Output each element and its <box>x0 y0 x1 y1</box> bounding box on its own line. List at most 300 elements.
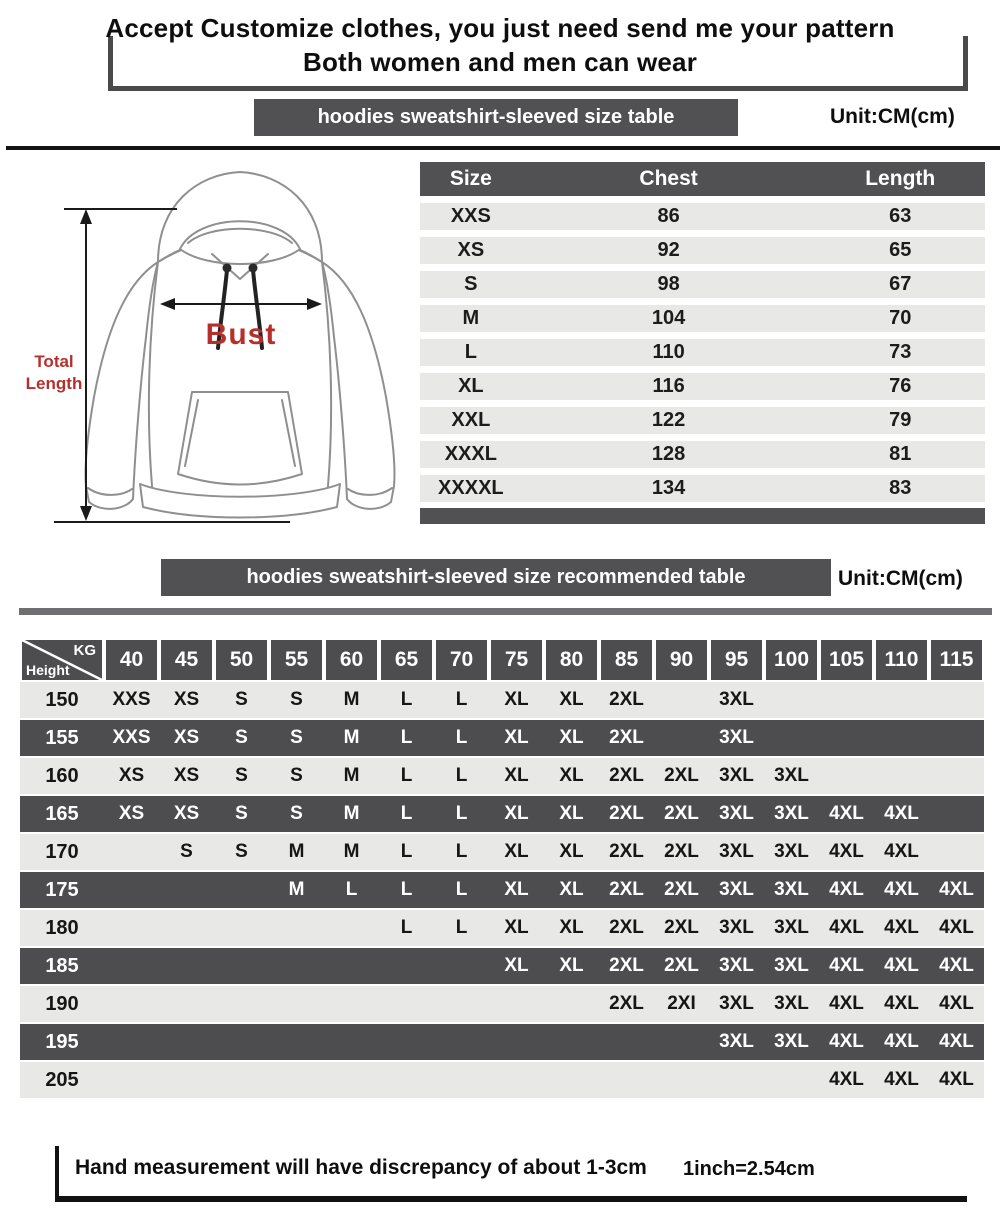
size-recommendation-cell <box>214 1062 269 1098</box>
size-recommendation-cell <box>764 682 819 718</box>
chest-cell: 104 <box>651 307 686 329</box>
length-cell: 65 <box>889 239 912 261</box>
size-recommendation-cell <box>324 986 379 1022</box>
size-recommendation-cell: 4XL <box>939 879 974 900</box>
size-recommendation-cell: L <box>400 727 413 748</box>
size-recommendation-cell <box>269 1024 324 1060</box>
height-label: 195 <box>45 1030 79 1053</box>
size-recommendation-cell <box>819 682 874 718</box>
size-recommendation-cell: XS <box>173 689 200 710</box>
size-recommendation-cell: M <box>343 803 360 824</box>
size-recommendation-cell: S <box>290 727 303 748</box>
kg-column-header <box>214 640 269 680</box>
size-recommendation-cell: XL <box>504 917 529 938</box>
eyelet-right <box>249 264 258 273</box>
size-recommendation-cell <box>324 948 379 984</box>
size-recommendation-cell <box>544 986 599 1022</box>
size-recommendation-cell: 4XL <box>829 879 864 900</box>
size-recommendation-cell <box>104 948 159 984</box>
kg-column-header <box>819 640 874 680</box>
size-recommendation-cell <box>104 1062 159 1098</box>
recommend-row <box>20 720 984 756</box>
size-recommendation-cell: 4XL <box>884 841 919 862</box>
horizontal-divider-gray <box>19 608 992 615</box>
inch-conversion-note: 1inch=2.54cm <box>683 1158 815 1180</box>
size-recommendation-cell: XL <box>504 879 529 900</box>
chest-cell: 86 <box>657 205 680 227</box>
size-recommendation-cell <box>654 1024 709 1060</box>
eyelet-left <box>223 264 232 273</box>
size-recommendation-cell <box>104 1024 159 1060</box>
size-recommendation-cell <box>654 720 709 756</box>
size-table-footer-bar <box>420 508 985 524</box>
size-recommendation-cell: 4XL <box>829 955 864 976</box>
kg-column-header <box>654 640 709 680</box>
size-recommendation-cell: L <box>455 841 468 862</box>
size-recommendation-cell: 2XL <box>609 727 644 748</box>
size-recommendation-cell: L <box>400 765 413 786</box>
size-cell: XXXL <box>444 443 497 465</box>
recommend-row <box>20 758 984 794</box>
size-recommendation-cell <box>764 1062 819 1098</box>
size-cell: S <box>464 273 478 295</box>
size-recommendation-cell <box>874 720 929 756</box>
height-label: 150 <box>45 688 79 711</box>
size-recommendation-cell: L <box>455 765 468 786</box>
size-recommendation-cell <box>104 872 159 908</box>
size-recommendation-cell: XL <box>559 955 584 976</box>
size-recommendation-cell: XL <box>504 841 529 862</box>
kg-column-header <box>159 640 214 680</box>
size-recommendation-cell <box>929 758 984 794</box>
size-recommendation-cell: 4XL <box>884 993 919 1014</box>
size-recommendation-cell <box>379 1024 434 1060</box>
chest-cell: 98 <box>657 273 680 295</box>
column-header-size: Size <box>449 167 492 190</box>
size-recommendation-cell <box>269 910 324 946</box>
size-recommendation-cell: XS <box>173 727 200 748</box>
size-recommendation-cell: 2XL <box>609 917 644 938</box>
kg-column-header-box: 75 <box>491 640 542 680</box>
size-recommendation-cell <box>654 1062 709 1098</box>
size-recommendation-cell: L <box>400 841 413 862</box>
size-recommendation-cell: 2XL <box>609 803 644 824</box>
kg-column-header-box: 85 <box>601 640 652 680</box>
size-recommendation-cell: 4XL <box>884 879 919 900</box>
size-recommendation-cell: XL <box>504 803 529 824</box>
size-recommendation-cell <box>159 948 214 984</box>
size-recommendation-cell <box>544 1024 599 1060</box>
size-recommendation-cell: 3XL <box>719 917 754 938</box>
size-recommendation-cell <box>599 1024 654 1060</box>
size-cell: XXL <box>451 409 491 431</box>
size-recommendation-cell <box>819 720 874 756</box>
length-cell: 63 <box>889 205 912 227</box>
size-recommendation-cell: 3XL <box>774 803 809 824</box>
height-label: 160 <box>45 764 79 787</box>
chest-cell: 116 <box>652 375 685 397</box>
recommend-row <box>20 986 984 1022</box>
size-recommendation-cell <box>104 910 159 946</box>
size-recommendation-cell: XL <box>559 727 584 748</box>
size-recommendation-cell: 3XL <box>774 955 809 976</box>
size-recommendation-cell: 2XL <box>664 803 699 824</box>
length-cell: 81 <box>889 443 912 465</box>
size-recommendation-cell <box>214 872 269 908</box>
size-recommendation-cell: 2XI <box>667 993 696 1014</box>
kg-column-header-box: 60 <box>326 640 377 680</box>
size-recommendation-cell <box>434 1062 489 1098</box>
size-recommendation-cell <box>489 1062 544 1098</box>
height-label: 190 <box>45 992 79 1015</box>
height-label: 165 <box>45 802 79 825</box>
size-table-banner: hoodies sweatshirt-sleeved size table <box>254 99 738 136</box>
size-recommendation-cell: XL <box>504 955 529 976</box>
page-title-line1: Accept Customize clothes, you just need send me your pattern <box>105 13 895 43</box>
size-recommendation-cell: L <box>455 879 468 900</box>
size-recommendation-cell: M <box>288 879 305 900</box>
kg-column-header-box: 100 <box>766 640 817 680</box>
kg-column-header <box>269 640 324 680</box>
size-recommendation-cell: 2XL <box>609 955 644 976</box>
size-recommendation-cell: 4XL <box>939 955 974 976</box>
size-table-row <box>420 305 985 332</box>
height-label: 205 <box>45 1068 79 1091</box>
size-recommendation-cell <box>214 986 269 1022</box>
size-recommendation-cell: 4XL <box>884 955 919 976</box>
size-table-row <box>420 373 985 400</box>
size-recommendation-cell: 3XL <box>719 993 754 1014</box>
size-recommendation-cell: 4XL <box>829 1069 864 1090</box>
size-recommendation-cell: 4XL <box>884 1069 919 1090</box>
size-recommendation-cell <box>929 720 984 756</box>
size-recommendation-cell: 2XL <box>664 955 699 976</box>
height-label: 185 <box>45 954 79 977</box>
size-recommendation-cell <box>379 986 434 1022</box>
size-recommendation-cell: L <box>455 689 468 710</box>
chest-cell: 128 <box>651 443 686 465</box>
size-recommendation-cell <box>764 720 819 756</box>
kg-column-header <box>599 640 654 680</box>
size-recommendation-cell <box>269 986 324 1022</box>
size-recommendation-cell: XXS <box>112 689 151 710</box>
size-table-row <box>420 271 985 298</box>
size-recommendation-cell: L <box>455 917 468 938</box>
size-recommendation-cell: M <box>343 689 360 710</box>
kg-column-header <box>379 640 434 680</box>
kg-column-header <box>434 640 489 680</box>
size-recommendation-cell <box>159 986 214 1022</box>
size-recommendation-cell <box>819 758 874 794</box>
size-recommendation-cell: L <box>455 803 468 824</box>
size-recommendation-cell: XS <box>118 765 145 786</box>
size-recommendation-cell: S <box>290 803 303 824</box>
size-recommendation-cell: 3XL <box>719 803 754 824</box>
recommend-row <box>20 872 984 908</box>
size-recommendation-cell: 3XL <box>719 955 754 976</box>
total-length-label-line1: Total <box>34 352 74 371</box>
height-label: 175 <box>45 878 79 901</box>
size-recommendation-cell: S <box>290 689 303 710</box>
size-cell: XS <box>457 239 485 261</box>
size-recommendation-cell: 3XL <box>774 1031 809 1052</box>
size-recommendation-cell <box>324 1024 379 1060</box>
kg-column-header-box: 80 <box>546 640 597 680</box>
size-recommendation-cell: L <box>400 917 413 938</box>
size-recommendation-cell: XL <box>504 689 529 710</box>
size-recommendation-cell: S <box>235 727 248 748</box>
size-table-row <box>420 203 985 230</box>
size-recommendation-cell: 4XL <box>884 917 919 938</box>
size-recommendation-cell: 4XL <box>939 993 974 1014</box>
kg-column-header-box: 90 <box>656 640 707 680</box>
size-recommendation-cell: 2XL <box>609 993 644 1014</box>
size-recommendation-cell: S <box>235 689 248 710</box>
size-recommendation-cell <box>874 682 929 718</box>
size-recommendation-cell <box>434 948 489 984</box>
size-recommendation-cell <box>104 986 159 1022</box>
size-recommendation-cell <box>269 1062 324 1098</box>
size-recommendation-cell: XS <box>173 803 200 824</box>
size-recommendation-cell: XS <box>173 765 200 786</box>
unit-label-1: Unit:CM(cm) <box>830 105 955 128</box>
size-recommendation-cell <box>214 948 269 984</box>
size-recommendation-cell: XL <box>559 803 584 824</box>
kg-column-header <box>489 640 544 680</box>
size-recommendation-cell <box>214 1024 269 1060</box>
recommend-row <box>20 1024 984 1060</box>
size-recommendation-cell <box>159 1024 214 1060</box>
size-recommendation-cell: 3XL <box>774 917 809 938</box>
size-recommendation-cell <box>874 758 929 794</box>
size-recommendation-cell: 2XL <box>664 765 699 786</box>
size-table-rows <box>420 203 985 502</box>
recommend-row <box>20 948 984 984</box>
size-table-row <box>420 339 985 366</box>
kg-column-header-box: 65 <box>381 640 432 680</box>
kg-column-header <box>709 640 764 680</box>
size-recommendation-cell: S <box>180 841 193 862</box>
kg-column-header-box: 55 <box>271 640 322 680</box>
size-table-row <box>420 475 985 502</box>
chest-cell: 134 <box>651 477 686 499</box>
measurement-disclaimer: Hand measurement will have discrepancy of about 1-3cm <box>75 1156 647 1179</box>
size-recommendation-cell: 3XL <box>719 841 754 862</box>
chest-cell: 92 <box>657 239 680 261</box>
size-recommendation-cell: 4XL <box>829 841 864 862</box>
recommend-row <box>20 834 984 870</box>
recommended-table-banner: hoodies sweatshirt-sleeved size recommended table <box>161 559 831 596</box>
size-table-row <box>420 441 985 468</box>
recommend-row <box>20 796 984 832</box>
size-recommendation-cell: 3XL <box>719 765 754 786</box>
hoodie-right-sleeve <box>322 262 395 509</box>
size-recommendation-cell: XL <box>504 727 529 748</box>
size-recommendation-cell: S <box>235 765 248 786</box>
kg-height-corner-box <box>22 640 102 680</box>
size-cell: XXXXL <box>438 477 504 499</box>
size-recommendation-cell: 4XL <box>829 1031 864 1052</box>
size-recommendation-cell <box>434 1024 489 1060</box>
size-recommendation-cell <box>104 834 159 870</box>
kg-column-header <box>929 640 984 680</box>
size-recommendation-cell: 3XL <box>774 765 809 786</box>
column-header-length: Length <box>865 167 936 190</box>
size-recommendation-cell: L <box>455 727 468 748</box>
size-recommendation-cell: 2XL <box>664 841 699 862</box>
corner-kg-label: KG <box>73 642 96 659</box>
page-title-line2: Both women and men can wear <box>302 47 698 77</box>
size-recommendation-cell: XL <box>559 879 584 900</box>
size-cell: L <box>464 341 477 363</box>
kg-column-header <box>544 640 599 680</box>
hoodie-measurement-diagram <box>22 152 420 550</box>
size-cell: XXS <box>450 205 491 227</box>
size-recommendation-cell: XL <box>559 689 584 710</box>
arrowhead-down <box>80 506 92 521</box>
kg-column-header-box: 45 <box>161 640 212 680</box>
size-recommendation-cell <box>709 1062 764 1098</box>
size-recommendation-cell: 2XL <box>609 841 644 862</box>
length-cell: 83 <box>889 477 912 499</box>
size-recommendation-cell: L <box>345 879 358 900</box>
size-recommendation-cell: S <box>235 803 248 824</box>
bust-label: Bust <box>205 318 277 351</box>
size-recommendation-cell <box>324 1062 379 1098</box>
size-recommendation-cell <box>379 948 434 984</box>
size-recommendation-cell: S <box>235 841 248 862</box>
length-cell: 79 <box>889 409 912 431</box>
size-table-row <box>420 237 985 264</box>
kg-column-header <box>764 640 819 680</box>
size-recommendation-cell: XXS <box>112 727 151 748</box>
size-table <box>420 162 985 524</box>
size-recommendation-cell: M <box>343 727 360 748</box>
corner-height-label: Height <box>26 662 70 678</box>
kg-column-header-box: 115 <box>931 640 982 680</box>
size-recommendation-cell: 4XL <box>939 1069 974 1090</box>
size-recommendation-cell: 3XL <box>774 841 809 862</box>
chest-cell: 122 <box>651 409 686 431</box>
size-recommendation-cell <box>929 682 984 718</box>
size-recommendation-cell: L <box>400 689 413 710</box>
size-recommendation-cell: S <box>290 765 303 786</box>
total-length-label-line2: Length <box>25 374 83 393</box>
size-recommendation-cell <box>654 682 709 718</box>
size-cell: XL <box>458 375 484 397</box>
size-recommendation-cell: XS <box>118 803 145 824</box>
size-recommendation-cell: XL <box>559 917 584 938</box>
size-table-header <box>420 162 985 196</box>
size-recommendation-cell <box>489 1024 544 1060</box>
size-recommendation-cell: XL <box>559 841 584 862</box>
unit-label-2: Unit:CM(cm) <box>838 567 963 590</box>
height-label: 180 <box>45 916 79 939</box>
size-recommendation-cell: 2XL <box>664 917 699 938</box>
size-recommendation-cell <box>929 834 984 870</box>
size-recommendation-cell <box>159 872 214 908</box>
kg-column-header-box: 50 <box>216 640 267 680</box>
kg-column-header-box: 40 <box>106 640 157 680</box>
size-recommendation-cell <box>599 1062 654 1098</box>
kg-column-header <box>874 640 929 680</box>
height-label: 155 <box>45 726 79 749</box>
size-recommendation-cell: L <box>400 803 413 824</box>
length-cell: 76 <box>889 375 912 397</box>
recommended-table-header <box>20 640 984 680</box>
horizontal-divider-black <box>6 146 1000 150</box>
size-recommendation-cell: 2XL <box>609 879 644 900</box>
size-recommendation-cell: 4XL <box>829 993 864 1014</box>
size-recommendation-cell <box>159 1062 214 1098</box>
size-recommendation-cell <box>324 910 379 946</box>
kg-height-corner-cell <box>20 640 104 680</box>
kg-column-header <box>324 640 379 680</box>
size-recommendation-cell: 2XL <box>609 765 644 786</box>
size-table-row <box>420 407 985 434</box>
length-cell: 70 <box>889 307 912 329</box>
height-label: 170 <box>45 840 79 863</box>
size-recommendation-cell: 3XL <box>719 689 754 710</box>
size-recommendation-cell: L <box>400 879 413 900</box>
size-recommendation-cell: 4XL <box>884 803 919 824</box>
kg-column-header-box: 70 <box>436 640 487 680</box>
hoodie-left-sleeve <box>85 262 158 509</box>
column-header-chest: Chest <box>639 167 698 190</box>
arrowhead-up <box>80 209 92 224</box>
size-recommendation-cell: 3XL <box>774 993 809 1014</box>
size-recommendation-cell <box>929 796 984 832</box>
size-cell: M <box>462 307 480 329</box>
size-recommendation-cell: 4XL <box>829 803 864 824</box>
size-recommendation-cell: M <box>343 765 360 786</box>
length-cell: 73 <box>889 341 912 363</box>
recommend-row <box>20 682 984 718</box>
chest-cell: 110 <box>652 341 685 363</box>
size-recommendation-cell: 4XL <box>939 1031 974 1052</box>
kg-column-header-box: 95 <box>711 640 762 680</box>
size-recommendation-cell <box>159 910 214 946</box>
kg-column-header-box: 110 <box>876 640 927 680</box>
kg-column-header-box: 105 <box>821 640 872 680</box>
kg-column-header <box>104 640 159 680</box>
recommend-row <box>20 910 984 946</box>
size-recommendation-cell: 2XL <box>664 879 699 900</box>
size-recommendation-cell: XL <box>559 765 584 786</box>
size-recommendation-cell: 3XL <box>719 879 754 900</box>
length-cell: 67 <box>889 273 912 295</box>
size-recommendation-cell: XL <box>504 765 529 786</box>
size-recommendation-cell: M <box>343 841 360 862</box>
size-recommendation-cell <box>489 986 544 1022</box>
recommended-size-table <box>20 640 984 1098</box>
recommended-table-rows <box>20 682 984 1098</box>
size-recommendation-cell: M <box>288 841 305 862</box>
size-recommendation-cell: 3XL <box>719 727 754 748</box>
size-recommendation-cell: 4XL <box>884 1031 919 1052</box>
size-recommendation-cell <box>379 1062 434 1098</box>
size-recommendation-cell <box>269 948 324 984</box>
size-recommendation-cell: 2XL <box>609 689 644 710</box>
recommend-row <box>20 1062 984 1098</box>
size-recommendation-cell <box>434 986 489 1022</box>
size-recommendation-cell: 3XL <box>719 1031 754 1052</box>
size-recommendation-cell <box>214 910 269 946</box>
size-recommendation-cell: 4XL <box>939 917 974 938</box>
size-recommendation-cell: 3XL <box>774 879 809 900</box>
size-recommendation-cell <box>544 1062 599 1098</box>
size-recommendation-cell: 4XL <box>829 917 864 938</box>
